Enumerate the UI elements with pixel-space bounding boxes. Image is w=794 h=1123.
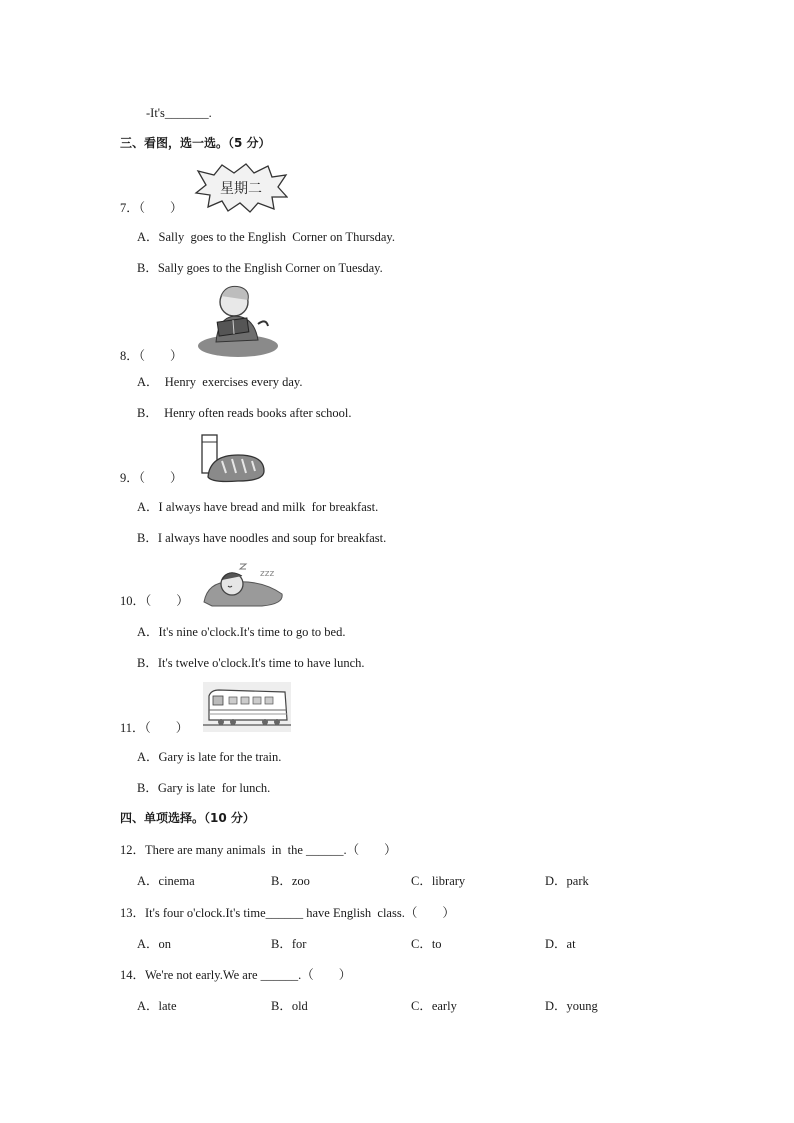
question-9-option-a[interactable]: A．I always have bread and milk for breakfast. [137, 500, 379, 514]
question-7-stem: 7．（ ） [120, 201, 183, 215]
question-12-stem: 12．There are many animals in the ______.（ ） [120, 843, 397, 857]
question-10-option-a[interactable]: A．It's nine o'clock.It's time to go to bed. [137, 625, 346, 639]
section-3-title: 三、看图，选一选。（5 分） [120, 136, 271, 150]
question-7-option-b[interactable]: B．Sally goes to the English Corner on Tuesday. [137, 261, 383, 275]
question-9-stem: 9．（ ） [120, 471, 183, 485]
question-14-option-b[interactable]: B．old [271, 999, 308, 1013]
question-8-option-b[interactable]: B． Henry often reads books after school. [137, 406, 352, 420]
question-12-option-a[interactable]: A．cinema [137, 874, 195, 888]
question-9-option-b[interactable]: B．I always have noodles and soup for breakfast. [137, 531, 387, 545]
boy-reading-picture [196, 282, 282, 360]
question-13-option-b[interactable]: B．for [271, 937, 307, 951]
question-12-option-c[interactable]: C．library [411, 874, 466, 888]
question-10-option-b[interactable]: B．It's twelve o'clock.It's time to have lunch. [137, 656, 365, 670]
question-14-stem: 14．We're not early.We are ______.（ ） [120, 968, 352, 982]
bread-and-milk-picture [198, 433, 266, 485]
question-12-option-d[interactable]: D．park [545, 874, 589, 888]
train-picture [203, 682, 291, 732]
question-14-option-c[interactable]: C．early [411, 999, 457, 1013]
question-13-option-a[interactable]: A．on [137, 937, 172, 951]
question-13-option-c[interactable]: C．to [411, 937, 442, 951]
question-7-option-a[interactable]: A．Sally goes to the English Corner on Thursday. [137, 230, 395, 244]
weekday-burst-picture [194, 163, 288, 213]
answer-line: -It's_______. [146, 106, 212, 120]
section-4-title: 四、单项选择。（10 分） [120, 811, 255, 825]
svg-text:zzz: zzz [260, 569, 275, 579]
question-13-stem: 13．It's four o'clock.It's time______ have English class.（ ） [120, 906, 455, 920]
sleeping-child-picture [202, 558, 286, 608]
question-13-option-d[interactable]: D．at [545, 937, 576, 951]
question-11-option-b[interactable]: B．Gary is late for lunch. [137, 781, 271, 795]
question-8-stem: 8．（ ） [120, 349, 183, 363]
question-14-option-d[interactable]: D．young [545, 999, 598, 1013]
question-8-option-a[interactable]: A． Henry exercises every day. [137, 375, 303, 389]
question-11-stem: 11．（ ） [120, 721, 189, 735]
weekday-burst-text: 星期二 [220, 181, 262, 197]
question-10-stem: 10．（ ） [120, 594, 189, 608]
question-12-option-b[interactable]: B．zoo [271, 874, 310, 888]
question-11-option-a[interactable]: A．Gary is late for the train. [137, 750, 282, 764]
question-14-option-a[interactable]: A．late [137, 999, 177, 1013]
